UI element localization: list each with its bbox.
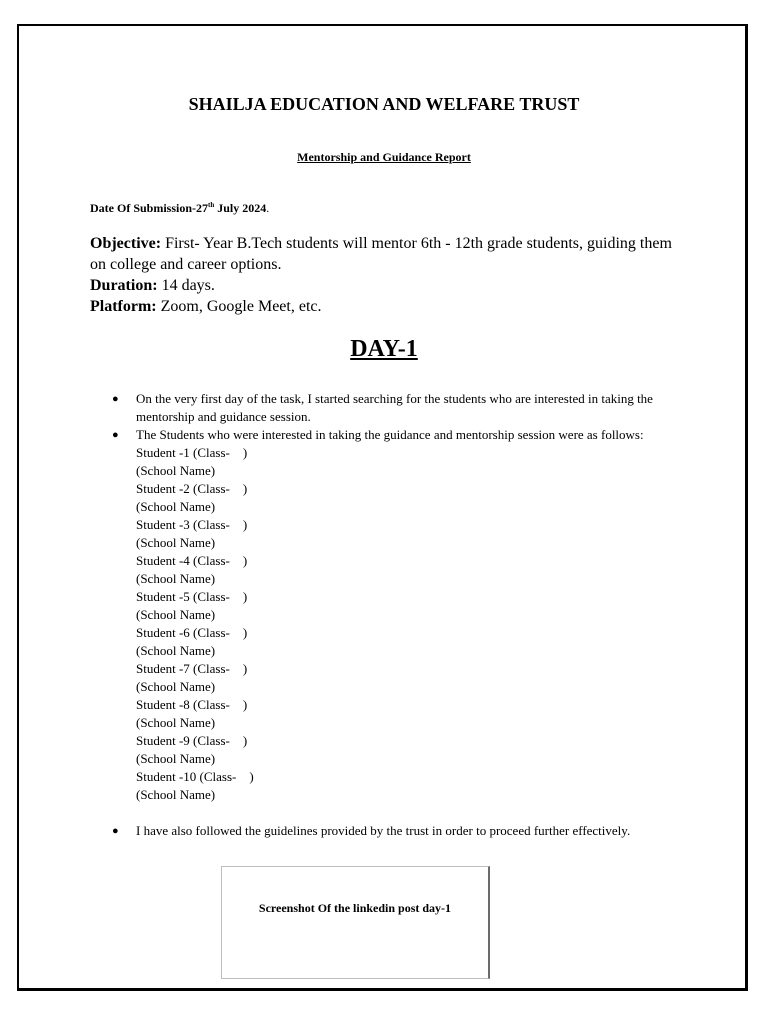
student-entry (136, 444, 682, 462)
day-heading: DAY-1 (350, 336, 418, 362)
submission-date-suffix: th (208, 201, 215, 209)
student-school: (School Name) (136, 571, 216, 586)
objective-text: First- Year B.Tech students will mentor 6th - 12th grade students, guiding them on college and career options. (90, 235, 672, 273)
bullet-icon: ● (112, 429, 119, 441)
trust-title: SHAILJA EDUCATION AND WELFARE TRUST (188, 94, 580, 114)
student-entry (136, 516, 682, 534)
student-entry (136, 660, 682, 678)
submission-date-label: Date Of Submission-27 (90, 201, 209, 215)
info-block (90, 233, 690, 317)
bullet-icon: ● (112, 825, 119, 837)
student-class: Student -10 (Class- ) (136, 769, 254, 784)
day-bullet-list (112, 390, 682, 840)
student-entry (136, 732, 682, 750)
student-class: Student -9 (Class- ) (136, 733, 248, 748)
list-item (112, 426, 682, 804)
objective-label: Objective: (90, 235, 162, 252)
student-school: (School Name) (136, 643, 216, 658)
student-school: (School Name) (136, 751, 216, 766)
student-class: Student -2 (Class- ) (136, 481, 248, 496)
student-class: Student -5 (Class- ) (136, 589, 248, 604)
student-entry (136, 768, 682, 786)
student-school: (School Name) (136, 679, 216, 694)
student-class: Student -8 (Class- ) (136, 697, 248, 712)
bullet-text: The Students who were interested in taking the guidance and mentorship session were as follows: (136, 427, 644, 442)
list-item (112, 390, 682, 426)
student-entry (136, 552, 682, 570)
submission-date-rest: July 2024 (214, 201, 267, 215)
submission-date (90, 201, 269, 216)
bullet-icon: ● (112, 393, 119, 405)
student-class: Student -7 (Class- ) (136, 661, 248, 676)
objective-line (90, 233, 690, 275)
student-class: Student -3 (Class- ) (136, 517, 248, 532)
submission-date-period: . (266, 201, 270, 215)
platform-text: Zoom, Google Meet, etc. (156, 298, 322, 315)
duration-label: Duration: (90, 277, 158, 294)
student-entry (136, 588, 682, 606)
student-entry (136, 480, 682, 498)
student-class: Student -1 (Class- ) (136, 445, 248, 460)
student-class: Student -6 (Class- ) (136, 625, 248, 640)
student-entry (136, 624, 682, 642)
platform-label: Platform: (90, 298, 157, 315)
list-item (112, 822, 682, 840)
screenshot-label: Screenshot Of the linkedin post day-1 (258, 901, 452, 915)
report-subtitle: Mentorship and Guidance Report (297, 150, 471, 164)
student-school: (School Name) (136, 535, 216, 550)
bullet-text: On the very first day of the task, I started searching for the students who are interested in taking the mentorship and guidance session. (136, 391, 653, 424)
duration-text: 14 days. (157, 277, 215, 294)
student-school: (School Name) (136, 463, 216, 478)
student-school: (School Name) (136, 715, 216, 730)
student-school: (School Name) (136, 607, 216, 622)
platform-line (90, 296, 690, 317)
student-list (136, 444, 682, 804)
student-entry (136, 696, 682, 714)
bullet-text: I have also followed the guidelines provided by the trust in order to proceed further effectively. (136, 823, 631, 838)
student-class: Student -4 (Class- ) (136, 553, 248, 568)
duration-line (90, 275, 690, 296)
student-school: (School Name) (136, 499, 216, 514)
student-school: (School Name) (136, 787, 216, 802)
screenshot-placeholder (221, 866, 490, 979)
